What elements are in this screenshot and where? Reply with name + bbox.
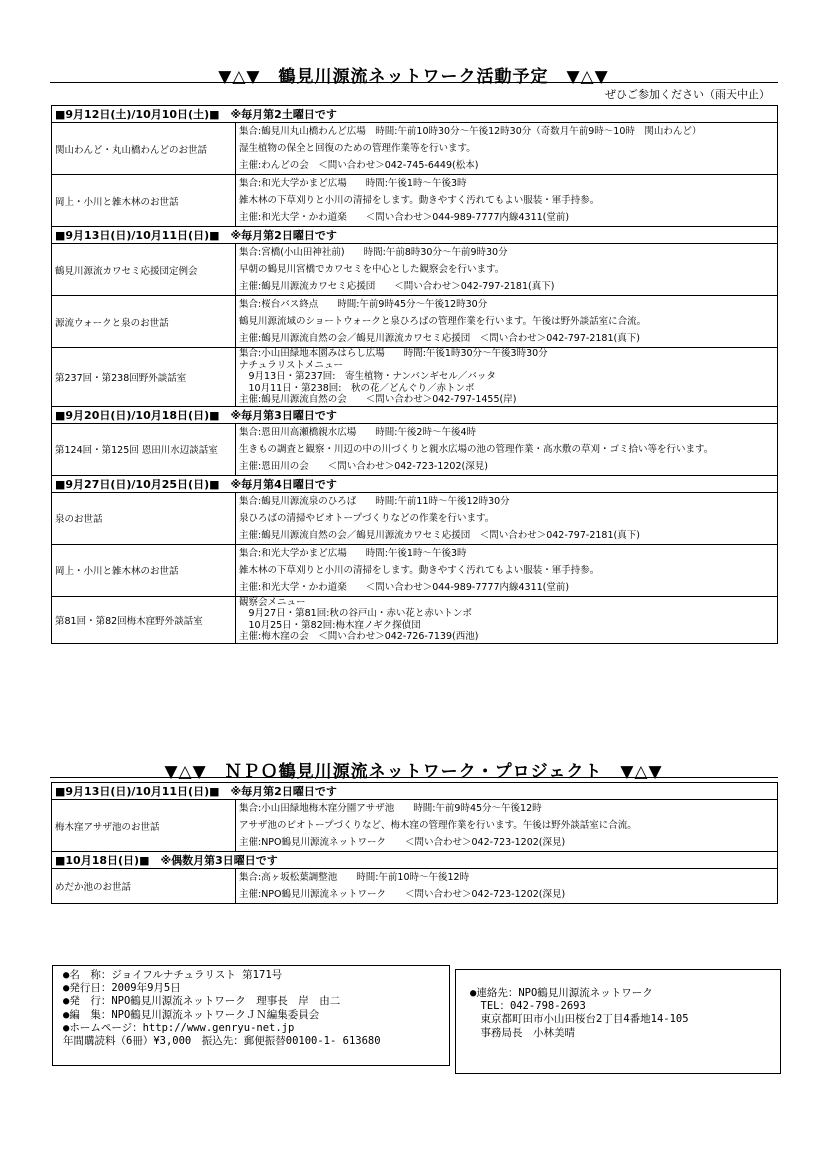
detail-line: 10月25日・第82回:梅木窪ノギク探偵団 <box>239 619 421 631</box>
contact-info-box <box>455 969 781 1074</box>
title-rule <box>50 82 778 83</box>
activity-name: 第81回・第82回梅木窪野外談話室 <box>52 596 236 643</box>
group-header-row <box>52 406 778 423</box>
detail-line: 主催:鶴見川源流自然の会 ＜問い合わせ＞042-797-1455(岸) <box>239 394 517 405</box>
activity-row <box>52 175 778 227</box>
detail-line: 主催:NPO鶴見川源流ネットワーク ＜問い合わせ＞042-723-1202(深見) <box>239 889 566 900</box>
detail-line: 早朝の鶴見川宮橋でカワセミを中心とした観察会を行います。 <box>239 264 505 275</box>
footer-editor: ●編 集：NPO鶴見川源流ネットワークＪＮ編集委員会 <box>63 1008 320 1021</box>
activity-name: 第237回・第238回野外談話室 <box>52 348 236 407</box>
activity-details <box>236 596 778 643</box>
detail-line: 9月27日・第81回:秋の谷戸山・赤い花と赤いトンボ <box>239 608 472 619</box>
group-header: ■9月13日(日)/10月11日(日)■ ※毎月第2日曜日です <box>52 783 778 800</box>
detail-line: 主催:鶴見川源流自然の会／鶴見川源流カワセミ応援団 ＜問い合わせ＞042-797-2181(真下) <box>239 333 640 344</box>
activity-row <box>52 800 778 852</box>
publication-info-box <box>52 965 450 1066</box>
activity-name: 第124回・第125回 恩田川水辺談話室 <box>52 423 236 475</box>
activity-details <box>236 869 778 904</box>
detail-line: 集合:恩田川高瀬橋親水広場 時間:午後2時～午後4時 <box>239 426 476 438</box>
group-header: ■9月27日(日)/10月25日(日)■ ※毎月第4日曜日です <box>52 475 778 492</box>
activity-details <box>236 175 778 227</box>
activity-details <box>236 123 778 175</box>
detail-line: 主催:NPO鶴見川源流ネットワーク ＜問い合わせ＞042-723-1202(深見) <box>239 837 566 848</box>
activity-name: 関山わんど・丸山橋わんどのお世話 <box>52 123 236 175</box>
project-title: ▼△▼ ＮＰＯ鶴見川源流ネットワーク・プロジェクト ▼△▼ <box>164 762 663 782</box>
activity-row <box>52 544 778 596</box>
activity-row <box>52 296 778 348</box>
activity-row <box>52 596 778 643</box>
project-schedule-table <box>51 782 778 904</box>
detail-line: 集合:宮橋(小山田神社前) 時間:午前8時30分～午前9時30分 <box>239 247 508 258</box>
activity-row <box>52 348 778 407</box>
detail-line: 集合:鶴見川丸山橋わんど広場 時間:午前10時30分～午後12時30分（奇数月午前9時～10時 関山わんど） <box>239 126 702 137</box>
detail-line: 10月11日・第238回: 秋の花／どんぐり／赤トンボ <box>239 382 475 394</box>
activity-schedule-table <box>51 105 778 644</box>
group-header: ■10月18日(日)■ ※偶数月第3日曜日です <box>52 852 778 869</box>
detail-line: 主催:わんどの会 ＜問い合わせ＞042-745-6449(松本) <box>239 160 479 171</box>
group-header-row <box>52 783 778 800</box>
footer-name: ●名 称：ジョイフルナチュラリスト 第171号 <box>63 969 283 981</box>
activity-details <box>236 800 778 852</box>
group-header: ■9月12日(土)/10月10日(土)■ ※毎月第2土曜日です <box>52 106 778 123</box>
contact-address: 東京都町田市小山田桜台2丁目4番地14-105 <box>470 1013 689 1026</box>
group-header: ■9月20日(日)/10月18日(日)■ ※毎月第3日曜日です <box>52 406 778 423</box>
detail-line: 泉ひろばの清掃やビオトープづくりなどの作業を行います。 <box>239 512 495 524</box>
activity-row <box>52 492 778 544</box>
detail-line: 湿生植物の保全と回復のための管理作業等を行います。 <box>239 143 476 154</box>
detail-line: 主催:和光大学・かわ道楽 ＜問い合わせ＞044-989-7777内線4311(堂前) <box>239 581 570 593</box>
activity-row <box>52 123 778 175</box>
activity-name: 鶴見川源流カワセミ応援団定例会 <box>52 244 236 296</box>
footer-homepage: ●ホームページ：http://www.genryu-net.jp <box>63 1021 295 1034</box>
detail-line: 集合:高ヶ坂松葉調整池 時間:午前10時～午後12時 <box>239 872 470 883</box>
detail-line: 主催:鶴見川源流自然の会／鶴見川源流カワセミ応援団 ＜問い合わせ＞042-797-2181(真下) <box>239 529 640 541</box>
activity-name: めだか池のお世話 <box>52 869 236 904</box>
activity-name: 梅木窪アサザ池のお世話 <box>52 800 236 852</box>
project-title-rule <box>50 777 778 778</box>
activity-name: 泉のお世話 <box>52 492 236 544</box>
activity-row <box>52 244 778 296</box>
group-header-row <box>52 852 778 869</box>
detail-line: 集合:鶴見川源流泉のひろば 時間:午前11時～午後12時30分 <box>239 495 510 507</box>
activity-details <box>236 423 778 475</box>
activity-details <box>236 492 778 544</box>
activity-details <box>236 348 778 407</box>
detail-line: アサザ池のビオトープづくりなど、梅木窪の管理作業を行います。午後は野外談話室に合流。 <box>239 820 637 831</box>
detail-line: 主催:鶴見川源流カワセミ応援団 ＜問い合わせ＞042-797-2181(真下) <box>239 281 555 292</box>
participation-note: ぜひご参加ください（雨天中止） <box>605 88 770 101</box>
group-header: ■9月13日(日)/10月11日(日)■ ※毎月第2日曜日です <box>52 227 778 244</box>
detail-line: 集合:小山田緑地梅木窪分園アサザ池 時間:午前9時45分～午後12時 <box>239 803 542 814</box>
detail-line: 9月13日・第237回: 寄生植物・ナンバンギセル／バッタ <box>239 371 496 382</box>
activity-name: 岡上・小川と雑木林のお世話 <box>52 175 236 227</box>
footer-publisher: ●発 行：NPO鶴見川源流ネットワーク 理事長 岸 由二 <box>63 995 341 1008</box>
footer-date: ●発行日：2009年9月5日 <box>63 982 181 995</box>
detail-line: 主催:和光大学・かわ道楽 ＜問い合わせ＞044-989-7777内線4311(堂前) <box>239 212 570 223</box>
activity-name: 源流ウォークと泉のお世話 <box>52 296 236 348</box>
detail-line: 観察会メニュー <box>239 596 306 608</box>
detail-line: 生きもの調査と観察・川辺の中の川づくりと親水広場の池の管理作業・高水敷の草刈・ゴミ拾い等を行います。 <box>239 443 714 455</box>
contact-tel: TEL：042-798-2693 <box>470 1000 586 1013</box>
detail-line: 主催:梅木窪の会 ＜問い合わせ＞042-726-7139(西池) <box>239 631 479 642</box>
footer-subscription: 年間購読料（6冊）¥3,000 振込先：郵便振替00100-1- 613680 <box>63 1035 381 1048</box>
detail-line: 雑木林の下草刈りと小川の清掃をします。動きやすく汚れてもよい服装・軍手持参。 <box>239 195 600 206</box>
schedule-title: ▼△▼ 鶴見川源流ネットワーク活動予定 ▼△▼ <box>218 67 609 87</box>
contact-org: ●連絡先：NPO鶴見川源流ネットワーク <box>470 987 653 999</box>
detail-line: 鶴見川源流域のショートウォークと泉ひろばの管理作業を行います。午後は野外談話室に合流。 <box>239 316 647 327</box>
group-header-row <box>52 475 778 492</box>
detail-line: 雑木林の下草刈りと小川の清掃をします。動きやすく汚れてもよい服装・軍手持参。 <box>239 564 600 576</box>
group-header-row <box>52 106 778 123</box>
activity-details <box>236 244 778 296</box>
activity-details <box>236 296 778 348</box>
detail-line: 主催:恩田川の会 ＜問い合わせ＞042-723-1202(深見) <box>239 460 488 472</box>
detail-line: 集合:小山田緑地本園みはらし広場 時間:午後1時30分～午後3時30分 <box>239 348 548 359</box>
detail-line: 集合:桜台バス終点 時間:午前9時45分～午後12時30分 <box>239 299 488 310</box>
group-header-row <box>52 227 778 244</box>
activity-row <box>52 423 778 475</box>
detail-line: 集合:和光大学かまど広場 時間:午後1時～午後3時 <box>239 547 467 559</box>
detail-line: 集合:和光大学かまど広場 時間:午後1時～午後3時 <box>239 178 467 189</box>
activity-row <box>52 869 778 904</box>
contact-manager: 事務局長 小林美晴 <box>470 1026 575 1039</box>
activity-name: 岡上・小川と雑木林のお世話 <box>52 544 236 596</box>
detail-line: ナチュラリストメニュー <box>239 359 343 371</box>
activity-details <box>236 544 778 596</box>
